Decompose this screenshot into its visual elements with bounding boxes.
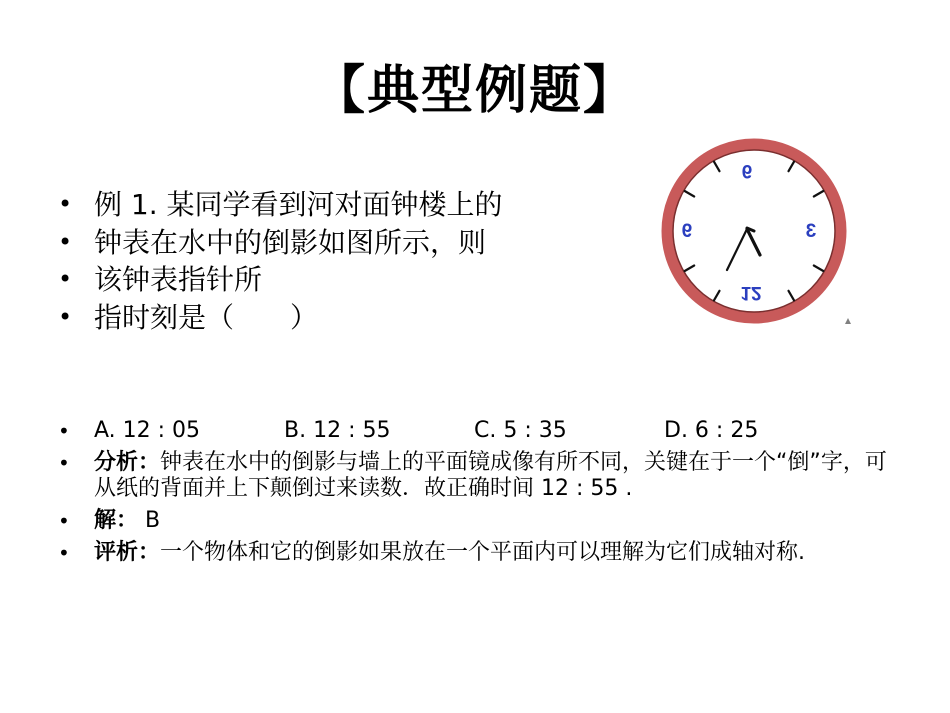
- clock-numeral-top: 6: [741, 160, 753, 181]
- clock-numeral-right: 3: [805, 221, 817, 242]
- corner-mark: [845, 318, 851, 324]
- choice-d: D. 6 : 25: [664, 418, 759, 443]
- clock-numeral-bottom: 12: [740, 282, 762, 303]
- question-line: • 例 1. 某同学看到河对面钟楼上的: [58, 186, 618, 224]
- question-line: • 钟表在水中的倒影如图所示，则: [58, 224, 618, 262]
- analysis-label: 分析：: [94, 450, 161, 475]
- comment-item: [58, 540, 898, 566]
- clock-numeral-left: 9: [681, 221, 693, 242]
- analysis-item: [58, 450, 898, 502]
- choice-a: A. 12 : 05: [94, 418, 201, 443]
- choice-c: C. 5 : 35: [474, 418, 567, 443]
- solution-text: B: [138, 508, 161, 533]
- choice-b: B. 12 : 55: [284, 418, 391, 443]
- question-list: [58, 186, 618, 336]
- question-line: • 指时刻是（ ）: [58, 299, 618, 337]
- mirrored-clock-image: [656, 135, 852, 327]
- choices-row: [58, 418, 898, 444]
- question-line: • 该钟表指针所: [58, 261, 618, 299]
- comment-text: 一个物体和它的倒影如果放在一个平面内可以理解为它们成轴对称.: [160, 540, 806, 565]
- answer-list: [58, 418, 898, 572]
- comment-label: 评析：: [94, 540, 161, 565]
- slide-title: 【典型例题】: [312, 61, 637, 121]
- analysis-text: 钟表在水中的倒影与墙上的平面镜成像有所不同，关键在于一个“倒”字，可从纸的背面并上下颠倒过来读数．故正确时间 12 : 55 .: [94, 450, 887, 501]
- solution-item: [58, 508, 898, 534]
- solution-label: 解：: [94, 508, 139, 533]
